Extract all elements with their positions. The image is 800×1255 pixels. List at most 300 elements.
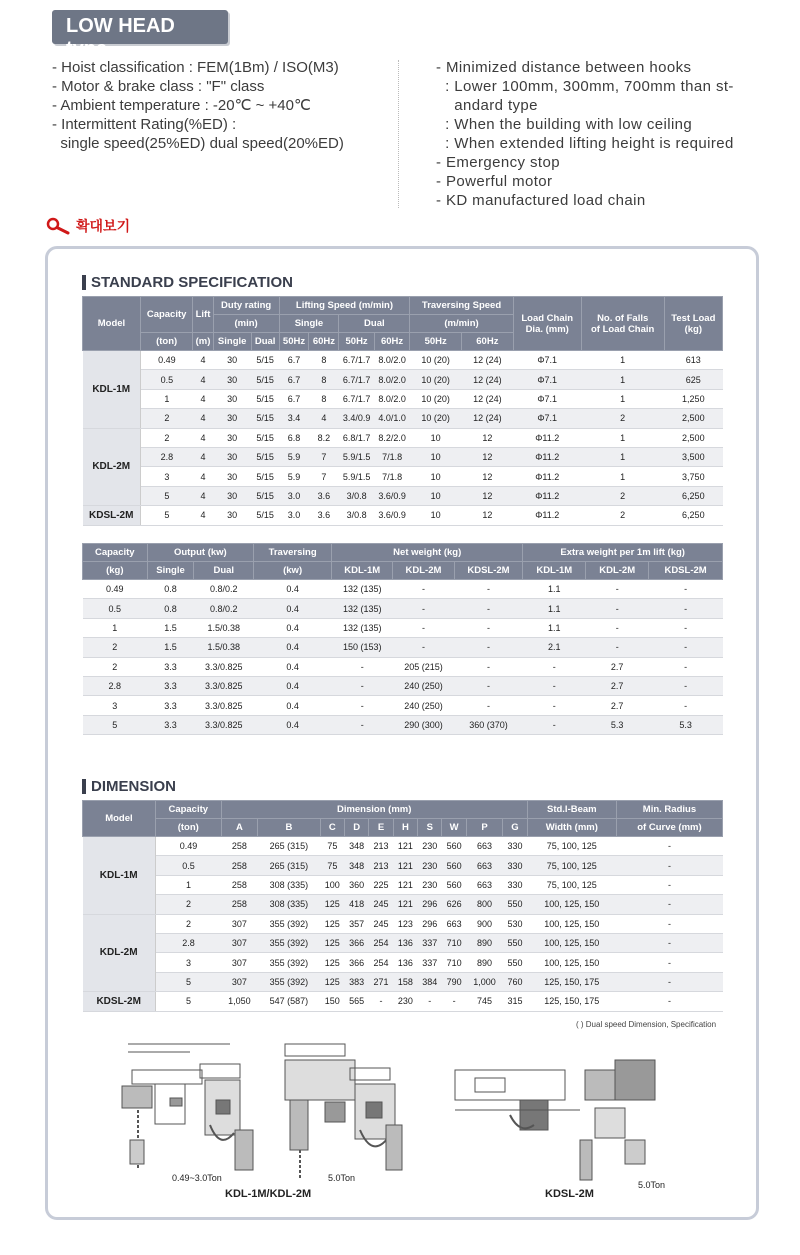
- table-row: [83, 657, 723, 676]
- table-cell: 2: [155, 914, 221, 933]
- table-cell: 132 (135): [332, 599, 393, 618]
- table-cell: 3,500: [664, 447, 722, 466]
- table-cell: 1.5: [147, 618, 194, 637]
- table-cell: 6.7: [279, 351, 309, 370]
- table-cell: 125, 150, 175: [527, 972, 616, 991]
- table-cell: -: [332, 676, 393, 695]
- table-cell: 3.3/0.825: [194, 696, 254, 715]
- table-cell: 0.4: [254, 696, 332, 715]
- table-cell: 307: [221, 914, 258, 933]
- header-cell: of Curve (mm): [616, 819, 722, 837]
- header-cell: P: [466, 819, 503, 837]
- header-cell: Dual: [251, 333, 279, 351]
- table-cell: 3.6/0.9: [374, 486, 409, 505]
- table-cell: Φ11.2: [513, 447, 581, 466]
- table-cell: 0.4: [254, 580, 332, 599]
- table-cell: 3/0.8: [339, 486, 374, 505]
- feature-line: single speed(25%ED) dual speed(20%ED): [52, 135, 344, 152]
- table-cell: 30: [213, 506, 251, 525]
- table-cell: 8: [309, 351, 339, 370]
- header-cell: KDL-2M: [393, 562, 454, 580]
- table-cell: 1.5: [147, 638, 194, 657]
- table-cell: 2.7: [586, 676, 649, 695]
- table-cell: 0.5: [140, 370, 192, 389]
- table-cell: -: [616, 856, 722, 875]
- table-row: [83, 696, 723, 715]
- drawing-caption-2: KDSL-2M: [545, 1188, 594, 1200]
- table-cell: 4: [193, 370, 213, 389]
- feature-line: : Lower 100mm, 300mm, 700mm than st-: [436, 78, 734, 95]
- table-cell: 158: [393, 972, 417, 991]
- table-cell: -: [332, 657, 393, 676]
- table-cell: 4: [193, 428, 213, 447]
- table-cell: 100, 125, 150: [527, 914, 616, 933]
- table-cell: 4: [309, 409, 339, 428]
- table-cell: 121: [393, 875, 417, 894]
- table-cell: 3.0: [279, 486, 309, 505]
- header-cell: (m/min): [410, 315, 513, 333]
- table-cell: 5/15: [251, 486, 279, 505]
- table-cell: -: [393, 580, 454, 599]
- table-cell: 5.9/1.5: [339, 447, 374, 466]
- features-right: [436, 58, 756, 210]
- table-row: [83, 914, 723, 933]
- table-cell: 150 (153): [332, 638, 393, 657]
- table-cell: 6,250: [664, 486, 722, 505]
- table-cell: -: [586, 599, 649, 618]
- table-cell: -: [454, 676, 523, 695]
- table-cell: 75: [320, 837, 344, 856]
- table-cell: 2.8: [155, 933, 221, 952]
- table-cell: 1,050: [221, 992, 258, 1011]
- table-cell: 8.0/2.0: [374, 370, 409, 389]
- header-cell: W: [442, 819, 466, 837]
- table-cell: Φ7.1: [513, 389, 581, 408]
- table-row: [83, 992, 723, 1011]
- feature-line: - Emergency stop: [436, 154, 560, 171]
- table-cell: 2: [83, 638, 148, 657]
- table-row: [83, 837, 723, 856]
- table-cell: 1: [155, 875, 221, 894]
- table-cell: 1: [581, 351, 664, 370]
- header-cell: Dual: [194, 562, 254, 580]
- table-cell: 75, 100, 125: [527, 837, 616, 856]
- dimension-table: [82, 800, 723, 1012]
- table-cell: 0.5: [83, 599, 148, 618]
- table-cell: -: [393, 638, 454, 657]
- feature-line: - Hoist classification : FEM(1Bm) / ISO(M3): [52, 59, 339, 76]
- table-cell: 7: [309, 467, 339, 486]
- header-cell: 50Hz: [279, 333, 309, 351]
- table-cell: -: [586, 618, 649, 637]
- table-cell: 6.7/1.7: [339, 370, 374, 389]
- table-cell: 30: [213, 447, 251, 466]
- table-row: [83, 715, 723, 734]
- table-cell: 5: [140, 506, 192, 525]
- header-cell: Single: [147, 562, 194, 580]
- table-cell: -: [649, 676, 723, 695]
- table-cell: 0.4: [254, 657, 332, 676]
- table-cell: 5/15: [251, 428, 279, 447]
- table-cell: -: [332, 696, 393, 715]
- table-cell: 2: [140, 428, 192, 447]
- table-cell: -: [586, 638, 649, 657]
- table-cell: -: [649, 638, 723, 657]
- table-cell: 6.7/1.7: [339, 351, 374, 370]
- feature-line: - Ambient temperature : -20℃ ~ +40℃: [52, 97, 311, 114]
- table-cell: 1.5/0.38: [194, 618, 254, 637]
- table-cell: -: [616, 992, 722, 1011]
- dimension-title: DIMENSION: [82, 779, 176, 794]
- feature-line: : When extended lifting height is required: [436, 135, 734, 152]
- table-cell: 230: [418, 875, 442, 894]
- drawing-label-1: 0.49~3.0Ton: [172, 1173, 222, 1183]
- table-cell: 360 (370): [454, 715, 523, 734]
- table-cell: -: [454, 696, 523, 715]
- table-cell: 6.8: [279, 428, 309, 447]
- table-cell: 3.3: [147, 715, 194, 734]
- table-cell: 10 (20): [410, 409, 462, 428]
- table-cell: 4: [193, 351, 213, 370]
- table-cell: 12 (24): [462, 409, 514, 428]
- table-cell: 30: [213, 467, 251, 486]
- table-cell: 258: [221, 837, 258, 856]
- table-cell: 307: [221, 933, 258, 952]
- zoom-label: 확대보기: [76, 218, 131, 234]
- table-cell: 7: [309, 447, 339, 466]
- header-cell: (ton): [140, 333, 192, 351]
- model-cell: KDL-2M: [83, 914, 156, 992]
- header-cell: Width (mm): [527, 819, 616, 837]
- table-cell: 7/1.8: [374, 447, 409, 466]
- table-cell: 2: [140, 409, 192, 428]
- header-cell: B: [258, 819, 320, 837]
- table-cell: 1,000: [466, 972, 503, 991]
- table-row: [83, 638, 723, 657]
- table-cell: 296: [418, 895, 442, 914]
- table-cell: -: [523, 696, 586, 715]
- table-cell: 0.49: [155, 837, 221, 856]
- dimension-note: ( ) Dual speed Dimension, Specification: [576, 1020, 717, 1029]
- table-row: [83, 856, 723, 875]
- header-cell: Duty rating: [213, 297, 279, 315]
- table-cell: 0.49: [140, 351, 192, 370]
- table-cell: 3.3: [147, 657, 194, 676]
- table-cell: 125: [320, 895, 344, 914]
- table-cell: 337: [418, 953, 442, 972]
- table-cell: -: [393, 599, 454, 618]
- table-cell: 1.1: [523, 618, 586, 637]
- table-cell: 136: [393, 933, 417, 952]
- drawing-label-3: 5.0Ton: [638, 1180, 666, 1190]
- table-cell: 4.0/1.0: [374, 409, 409, 428]
- header-cell: Net weight (kg): [332, 544, 523, 562]
- table-cell: 10 (20): [410, 389, 462, 408]
- table-cell: 1,250: [664, 389, 722, 408]
- table-cell: 357: [345, 914, 369, 933]
- table-cell: 5: [140, 486, 192, 505]
- header-cell: S: [418, 819, 442, 837]
- header-cell: Load Chain Dia. (mm): [513, 297, 581, 351]
- table-cell: Φ11.2: [513, 428, 581, 447]
- table-cell: 5: [155, 972, 221, 991]
- table-cell: 550: [503, 895, 527, 914]
- table-cell: 12 (24): [462, 370, 514, 389]
- table-cell: 760: [503, 972, 527, 991]
- model-cell: KDL-1M: [83, 351, 141, 429]
- table-cell: 10 (20): [410, 351, 462, 370]
- model-cell: KDL-1M: [83, 837, 156, 915]
- table-cell: 5: [83, 715, 148, 734]
- feature-line: andard type: [436, 97, 538, 114]
- table-cell: 2.1: [523, 638, 586, 657]
- table-row: [83, 972, 723, 991]
- table-cell: 265 (315): [258, 856, 320, 875]
- table-cell: 6.7: [279, 370, 309, 389]
- table-cell: 100, 125, 150: [527, 895, 616, 914]
- table-cell: 710: [442, 953, 466, 972]
- table-row: [83, 875, 723, 894]
- table-cell: 75, 100, 125: [527, 875, 616, 894]
- table-cell: 2.7: [586, 657, 649, 676]
- table-cell: 565: [345, 992, 369, 1011]
- table-cell: 560: [442, 856, 466, 875]
- feature-line: : When the building with low ceiling: [436, 116, 693, 133]
- table-cell: 290 (300): [393, 715, 454, 734]
- header-cell: Capacity: [140, 297, 192, 333]
- table-cell: 8.2: [309, 428, 339, 447]
- table-cell: 150: [320, 992, 344, 1011]
- header-cell: Capacity: [83, 544, 148, 562]
- table-cell: 710: [442, 933, 466, 952]
- table-cell: 3: [155, 953, 221, 972]
- table-cell: Φ11.2: [513, 467, 581, 486]
- table-cell: 3.6: [309, 506, 339, 525]
- table-cell: 307: [221, 953, 258, 972]
- header-cell: Traversing: [254, 544, 332, 562]
- header-cell: KDSL-2M: [454, 562, 523, 580]
- table-cell: 308 (335): [258, 895, 320, 914]
- table-cell: 5/15: [251, 389, 279, 408]
- table-cell: 0.5: [155, 856, 221, 875]
- table-cell: 3: [140, 467, 192, 486]
- table-cell: 0.4: [254, 599, 332, 618]
- table-cell: 30: [213, 351, 251, 370]
- table-cell: 4: [193, 389, 213, 408]
- table-cell: -: [332, 715, 393, 734]
- header-cell: Dimension (mm): [221, 801, 527, 819]
- table-cell: 530: [503, 914, 527, 933]
- feature-divider: [398, 60, 399, 208]
- table-cell: 3.4: [279, 409, 309, 428]
- table-cell: 890: [466, 953, 503, 972]
- table-cell: 5.3: [586, 715, 649, 734]
- table-cell: 6.8/1.7: [339, 428, 374, 447]
- table-cell: 355 (392): [258, 933, 320, 952]
- table-cell: 240 (250): [393, 696, 454, 715]
- table-cell: Φ7.1: [513, 370, 581, 389]
- table-cell: 384: [418, 972, 442, 991]
- table-cell: 560: [442, 837, 466, 856]
- table-cell: -: [418, 992, 442, 1011]
- table-cell: 330: [503, 856, 527, 875]
- table-cell: 0.49: [83, 580, 148, 599]
- header-cell: No. of Falls of Load Chain: [581, 297, 664, 351]
- table-cell: 307: [221, 972, 258, 991]
- model-cell: KDL-2M: [83, 428, 141, 506]
- table-cell: 75, 100, 125: [527, 856, 616, 875]
- table-cell: 8.0/2.0: [374, 351, 409, 370]
- table-cell: 418: [345, 895, 369, 914]
- table-cell: 12: [462, 467, 514, 486]
- table-cell: 7/1.8: [374, 467, 409, 486]
- table-cell: 258: [221, 895, 258, 914]
- header-cell: 50Hz: [339, 333, 374, 351]
- header-cell: Output (kw): [147, 544, 254, 562]
- table-cell: 4: [193, 409, 213, 428]
- table-cell: 5.3: [649, 715, 723, 734]
- table-cell: 10 (20): [410, 370, 462, 389]
- table-cell: 625: [664, 370, 722, 389]
- table-row: [83, 370, 723, 389]
- table-cell: 2: [155, 895, 221, 914]
- table-cell: 254: [369, 953, 393, 972]
- table-cell: 3.3: [147, 696, 194, 715]
- model-cell: KDSL-2M: [83, 506, 141, 525]
- table-cell: 663: [466, 837, 503, 856]
- table-cell: 550: [503, 933, 527, 952]
- table-cell: 296: [418, 914, 442, 933]
- header-cell: 50Hz: [410, 333, 462, 351]
- table-cell: 3.3: [147, 676, 194, 695]
- table-cell: 100: [320, 875, 344, 894]
- table-cell: Φ7.1: [513, 351, 581, 370]
- table-cell: 1: [581, 467, 664, 486]
- model-cell: KDSL-2M: [83, 992, 156, 1011]
- table-cell: 663: [466, 875, 503, 894]
- zoom-link[interactable]: [46, 216, 130, 236]
- table-cell: 10: [410, 467, 462, 486]
- spec-table: [82, 296, 723, 526]
- table-cell: 12 (24): [462, 389, 514, 408]
- table-row: [83, 580, 723, 599]
- table-cell: 366: [345, 953, 369, 972]
- table-cell: 4: [193, 447, 213, 466]
- header-cell: Traversing Speed: [410, 297, 513, 315]
- header-cell: Single: [279, 315, 339, 333]
- table-cell: 3: [83, 696, 148, 715]
- table-cell: 3.0: [279, 506, 309, 525]
- header-cell: 60Hz: [374, 333, 409, 351]
- table-cell: -: [616, 953, 722, 972]
- table-cell: 2,500: [664, 428, 722, 447]
- table-cell: 1: [581, 428, 664, 447]
- table-cell: 213: [369, 837, 393, 856]
- header-cell: D: [345, 819, 369, 837]
- table-cell: 547 (587): [258, 992, 320, 1011]
- table-cell: 360: [345, 875, 369, 894]
- header-cell: Capacity: [155, 801, 221, 819]
- table-cell: 5/15: [251, 351, 279, 370]
- table-cell: 2: [83, 657, 148, 676]
- table-cell: 5.9: [279, 447, 309, 466]
- technical-drawings: [110, 1030, 690, 1205]
- table-row: [83, 895, 723, 914]
- features-left: [52, 58, 392, 153]
- table-cell: -: [454, 657, 523, 676]
- table-cell: -: [616, 875, 722, 894]
- header-cell: Min. Radius: [616, 801, 722, 819]
- table-cell: 30: [213, 409, 251, 428]
- table-cell: -: [649, 618, 723, 637]
- header-cell: (m): [193, 333, 213, 351]
- table-cell: -: [616, 895, 722, 914]
- header-cell: C: [320, 819, 344, 837]
- table-row: [83, 409, 723, 428]
- table-cell: 308 (335): [258, 875, 320, 894]
- table-cell: 245: [369, 914, 393, 933]
- table-cell: 30: [213, 389, 251, 408]
- header-cell: KDL-1M: [332, 562, 393, 580]
- table-cell: -: [616, 837, 722, 856]
- table-cell: 2: [581, 486, 664, 505]
- table-cell: 745: [466, 992, 503, 1011]
- table-cell: 3.6/0.9: [374, 506, 409, 525]
- table-cell: -: [616, 914, 722, 933]
- table-cell: 663: [466, 856, 503, 875]
- feature-line: - Powerful motor: [436, 173, 553, 190]
- table-cell: Φ7.1: [513, 409, 581, 428]
- table-cell: 8.0/2.0: [374, 389, 409, 408]
- header-cell: (min): [213, 315, 279, 333]
- table-cell: 125: [320, 933, 344, 952]
- table-cell: 900: [466, 914, 503, 933]
- table-cell: 10: [410, 447, 462, 466]
- table-cell: 348: [345, 856, 369, 875]
- table-cell: -: [649, 599, 723, 618]
- table-cell: 271: [369, 972, 393, 991]
- table-cell: 10: [410, 428, 462, 447]
- table-cell: 132 (135): [332, 618, 393, 637]
- table-cell: 213: [369, 856, 393, 875]
- table-cell: 1.1: [523, 580, 586, 599]
- table-cell: -: [616, 933, 722, 952]
- header-cell: Lifting Speed (m/min): [279, 297, 410, 315]
- table-row: [83, 618, 723, 637]
- header-cell: 60Hz: [462, 333, 514, 351]
- table-cell: 4: [193, 506, 213, 525]
- table-cell: 230: [418, 856, 442, 875]
- table-cell: Φ11.2: [513, 486, 581, 505]
- table-cell: 205 (215): [393, 657, 454, 676]
- table-cell: 5: [155, 992, 221, 1011]
- table-cell: 3.3/0.825: [194, 715, 254, 734]
- table-cell: 315: [503, 992, 527, 1011]
- table-cell: 30: [213, 428, 251, 447]
- header-cell: E: [369, 819, 393, 837]
- table-cell: 8: [309, 389, 339, 408]
- table-cell: 125: [320, 972, 344, 991]
- table-cell: -: [649, 657, 723, 676]
- header-cell: Single: [213, 333, 251, 351]
- table-cell: 2: [581, 409, 664, 428]
- table-cell: 6.7: [279, 389, 309, 408]
- table-cell: 75: [320, 856, 344, 875]
- table-cell: 383: [345, 972, 369, 991]
- table-cell: 0.4: [254, 618, 332, 637]
- table-cell: 348: [345, 837, 369, 856]
- table-cell: 12: [462, 486, 514, 505]
